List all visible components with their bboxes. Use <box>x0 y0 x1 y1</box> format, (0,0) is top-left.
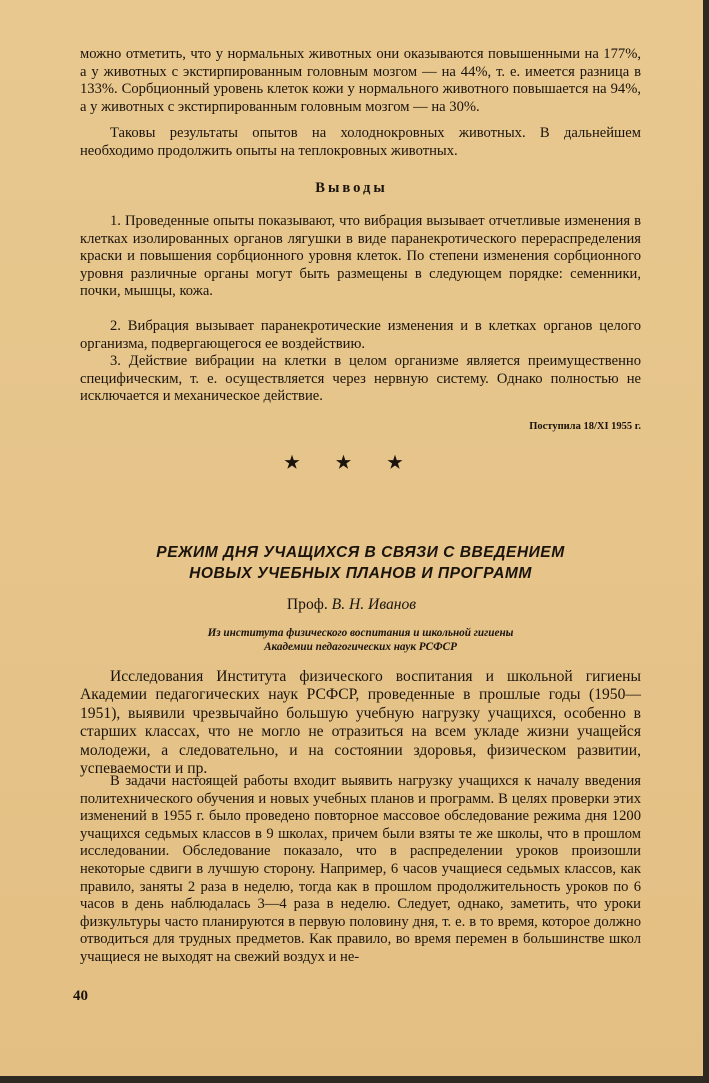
author-title: Проф. <box>286 596 328 613</box>
conclusion-item-2: 2. Вибрация вызывает паранекротические изменения и в клетках органов целого организма, подвергающегося ее воздействию. <box>80 318 641 352</box>
section-separator-stars: ★ ★ ★ <box>284 453 419 472</box>
scan-edge-bottom <box>0 1076 709 1083</box>
author-byline <box>0 596 703 614</box>
article2-paragraph-1: Исследования Института физического воспитания и школьной гигиены Академии педагогических наук РСФСР, проведенные в прошлые годы (1950—1951), выявили чрезвычайно большую учебную нагрузку учащихся, особенно в старших классах, что не могло не отразиться на всем укладе жизни учащейся молодежи, а следовательно, и на состоянии здоровья, физическом развитии, успеваемости и пр. <box>80 668 641 778</box>
page-number: 40 <box>73 988 88 1004</box>
scan-edge-right <box>703 0 709 1083</box>
article-title <box>80 542 641 584</box>
conclusion-item-3: 3. Действие вибрации на клетки в целом организме является преимущественно специфическим, т. е. осуществляется через нервную систему. Однако полностью не исключается и механическое действие. <box>80 353 641 405</box>
affiliation-line-2: Академии педагогических наук РСФСР <box>264 641 457 653</box>
article2-paragraph-2: В задачи настоящей работы входит выявить нагрузку учащихся к началу введения политехнического обучения и новых учебных планов и программ. В целях проверки этих изменений в 1955 г. было проведено повторное массовое обследование режима дня 1200 учащихся седьмых классов в 9 школах, причем были взяты те же школы, что в прошлом исследовании. Обследование показало, что в распределении уроков произошли некоторые сдвиги в лучшую сторону. Например, 6 часов учащиеся седьмых классов, как правило, заняты 2 раза в неделю, тогда как в прошлом продолжительность уроков по 6 часов в день наблюдалась 3—4 раза в неделю. Следует, однако, заметить, что уроки физкультуры часто планируются в первую половину дня, т. е. в то время, которое должно отводиться для трудных предметов. Как правило, во время перемен в большинстве школ учащиеся не выходят на свежий воздух и не- <box>80 773 641 965</box>
article-title-line-1: РЕЖИМ ДНЯ УЧАЩИХСЯ В СВЯЗИ С ВВЕДЕНИЕМ <box>156 544 565 561</box>
article1-continuation-paragraph: можно отметить, что у нормальных животных они оказываются повышенными на 177%, а у животных с экстирпированным головным мозгом — на 44%, т. е. имеется разница в 133%. Сорбционный уровень клеток кожи у нормального животного повышается на 94%, а у животных с экстирпированным головным мозгом — на 30%. <box>80 46 641 115</box>
received-date: Поступила 18/XI 1955 г. <box>529 421 641 432</box>
conclusion-item-1: 1. Проведенные опыты показывают, что вибрация вызывает отчетливые изменения в клетках изолированных органов лягушки в виде паранекротического перераспределения краски и повышения сорбционного уровня клеток. По степени изменения сорбционного уровня различные органы могут быть размещены в следующем порядке: семенники, почки, мышцы, кожа. <box>80 213 641 300</box>
article1-summary-paragraph: Таковы результаты опытов на холоднокровных животных. В дальнейшем необходимо продолжить опыты на теплокровных животных. <box>80 125 641 159</box>
author-affiliation <box>120 626 601 654</box>
author-name: В. Н. Иванов <box>331 596 417 613</box>
affiliation-line-1: Из института физического воспитания и школьной гигиены <box>207 627 514 639</box>
article-title-line-2: НОВЫХ УЧЕБНЫХ ПЛАНОВ И ПРОГРАММ <box>189 565 532 582</box>
conclusions-heading: Выводы <box>315 180 388 196</box>
